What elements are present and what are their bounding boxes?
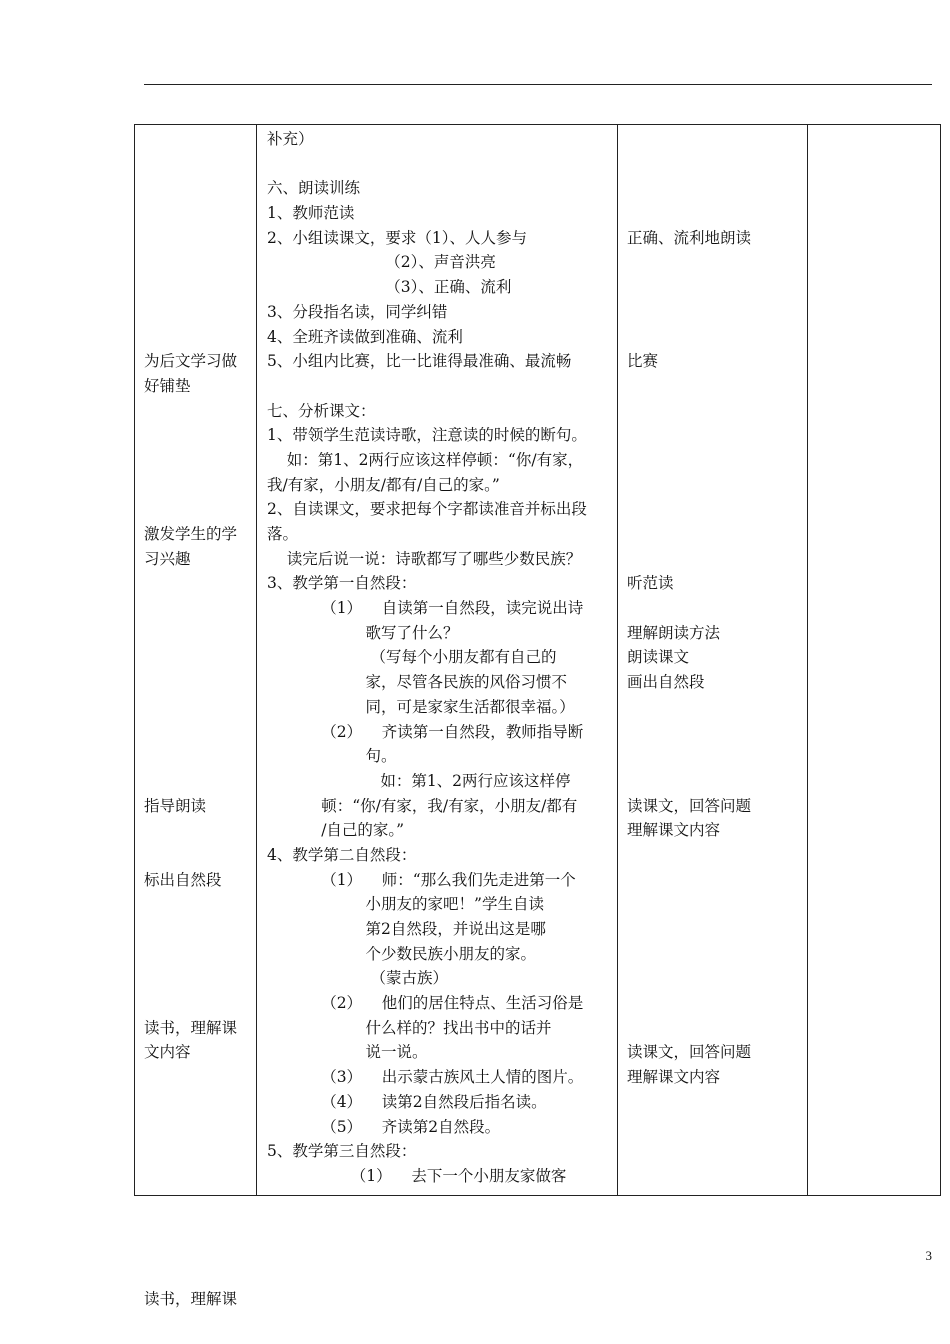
text-line <box>144 720 237 745</box>
text-line <box>627 966 751 991</box>
text-line: 指导朗读 <box>144 796 207 815</box>
text-line: 2、自读课文，要求把每个字都读准音并标出段 <box>267 500 587 519</box>
teaching-process-column <box>267 127 587 1189</box>
text-line: 同，可是家家生活都很幸福。） <box>267 697 575 716</box>
text-line <box>144 127 237 152</box>
text-line <box>144 571 237 596</box>
text-line: 读课文，回答问题 <box>627 1043 752 1062</box>
text-line: （3）、正确、流利 <box>267 278 512 297</box>
text-line <box>144 1065 237 1090</box>
text-line: 补充） <box>267 130 314 148</box>
text-line <box>144 399 237 424</box>
text-line: 比赛 <box>627 352 659 371</box>
text-line: 为后文学习做 <box>144 352 238 371</box>
text-line: （1） 去下一个小朋友家做客 <box>267 1166 567 1185</box>
text-line <box>627 868 751 893</box>
text-line: 什么样的？找出书中的话并 <box>267 1018 552 1037</box>
text-line: （2）、声音洪亮 <box>267 253 496 272</box>
text-line: 4、教学第二自然段： <box>267 845 417 864</box>
text-line <box>627 473 751 498</box>
text-line <box>144 201 237 226</box>
text-line: 1、教师范读 <box>267 204 355 223</box>
text-line <box>627 596 751 621</box>
text-line <box>627 176 751 201</box>
text-line: 5、教学第三自然段： <box>267 1142 417 1161</box>
text-line: 理解课文内容 <box>627 821 721 840</box>
text-line: 顿：“你/有家，我/有家，小朋友/都有 <box>267 796 578 815</box>
text-line <box>144 596 237 621</box>
text-line: 文内容 <box>144 1043 191 1062</box>
column-divider <box>807 125 808 1195</box>
text-line <box>627 892 751 917</box>
text-line <box>144 892 237 917</box>
column-divider <box>256 125 257 1195</box>
student-activity-column <box>627 127 751 1090</box>
text-line <box>627 695 751 720</box>
text-line <box>144 176 237 201</box>
text-line <box>627 744 751 769</box>
text-line <box>627 275 751 300</box>
text-line: 听范读 <box>627 574 674 593</box>
text-line: 小朋友的家吧！”学生自读 <box>267 895 544 914</box>
text-line <box>144 670 237 695</box>
text-line <box>627 399 751 424</box>
text-line: 读完后说一说：诗歌都写了哪些少数民族？ <box>267 549 582 568</box>
text-line: 我/有家，小朋友/都有/自己的家。” <box>267 475 500 494</box>
text-line: （2） 他们的居住特点、生活习俗是 <box>267 994 584 1013</box>
text-line <box>144 325 237 350</box>
text-line <box>627 423 751 448</box>
text-line: 读书，理解课 <box>144 1290 238 1309</box>
text-line <box>627 942 751 967</box>
text-line <box>144 695 237 720</box>
text-line: 如：第1、2两行应该这样停顿：“你/有家， <box>267 450 584 469</box>
text-line: 朗读课文 <box>627 648 690 667</box>
text-line <box>627 991 751 1016</box>
text-line: 落。 <box>267 525 299 543</box>
text-line <box>144 942 237 967</box>
text-line: 六、朗读训练 <box>267 179 361 198</box>
column-divider <box>617 125 618 1195</box>
text-line: 4、全班齐读做到准确、流利 <box>267 327 463 346</box>
text-line: （写每个小朋友都有自己的 <box>267 648 557 667</box>
text-line <box>144 250 237 275</box>
text-line: 3、教学第一自然段： <box>267 574 417 593</box>
text-line <box>627 497 751 522</box>
text-line <box>627 250 751 275</box>
text-line <box>627 547 751 572</box>
page-number: 3 <box>925 1248 932 1263</box>
text-line <box>144 991 237 1016</box>
text-line <box>144 423 237 448</box>
text-line <box>144 917 237 942</box>
text-line <box>627 1016 751 1041</box>
text-line: 读课文，回答问题 <box>627 796 752 815</box>
text-line: 第2自然段，并说出这是哪 <box>267 920 546 938</box>
text-line <box>627 374 751 399</box>
text-line <box>627 300 751 325</box>
text-line <box>144 1263 237 1288</box>
lesson-plan-table <box>134 124 941 1309</box>
text-line <box>144 1189 237 1214</box>
text-line <box>144 473 237 498</box>
text-line: 2、小组读课文，要求（1）、人人参与 <box>267 228 527 247</box>
text-line <box>627 917 751 942</box>
text-line: 1、带领学生范读诗歌，注意读的时候的断句。 <box>267 426 587 445</box>
text-line: （4） 读第2自然段后指名读。 <box>267 1092 547 1111</box>
text-line: （1） 师：“那么我们先走进第一个 <box>267 870 576 889</box>
text-line <box>144 226 237 251</box>
text-line <box>627 201 751 226</box>
text-line: （3） 出示蒙古族风土人情的图片。 <box>267 1068 584 1087</box>
header-rule <box>144 84 932 85</box>
text-line <box>144 769 237 794</box>
text-line: 歌写了什么？ <box>267 623 459 642</box>
text-line <box>144 152 237 177</box>
text-line <box>627 448 751 473</box>
text-line <box>627 325 751 350</box>
text-line <box>144 448 237 473</box>
text-line <box>144 497 237 522</box>
text-line: 读书，理解课 <box>144 1018 238 1037</box>
text-line <box>144 1115 237 1140</box>
text-line: （蒙古族） <box>267 969 448 988</box>
text-line <box>144 300 237 325</box>
text-line <box>267 374 587 399</box>
text-line <box>144 621 237 646</box>
text-line: 如：第1、2两行应该这样停 <box>267 771 571 790</box>
text-line <box>627 127 751 152</box>
text-line: 5、小组内比赛，比一比谁得最准确、最流畅 <box>267 352 572 371</box>
text-line: 习兴趣 <box>144 549 191 568</box>
text-line: 说一说。 <box>267 1043 428 1062</box>
text-line <box>627 843 751 868</box>
text-line <box>267 152 587 177</box>
text-line <box>144 1213 237 1238</box>
text-line: 七、分析课文： <box>267 401 376 420</box>
text-line: 句。 <box>267 747 397 766</box>
text-line: 家，尽管各民族的风俗习惯不 <box>267 673 568 692</box>
text-line <box>627 769 751 794</box>
text-line <box>144 843 237 868</box>
design-intent-column <box>144 127 237 1312</box>
text-line: （5） 齐读第2自然段。 <box>267 1117 501 1136</box>
text-line <box>144 1090 237 1115</box>
text-line: 理解课文内容 <box>627 1068 721 1087</box>
text-line <box>144 645 237 670</box>
text-line <box>144 966 237 991</box>
text-line: 3、分段指名读，同学纠错 <box>267 302 448 321</box>
text-line <box>144 1238 237 1263</box>
text-line <box>144 275 237 300</box>
text-line: 好铺垫 <box>144 376 191 395</box>
text-line <box>144 1139 237 1164</box>
text-line: （2） 齐读第一自然段，教师指导断 <box>267 722 584 741</box>
text-line <box>144 818 237 843</box>
text-line <box>144 1164 237 1189</box>
text-line: 理解朗读方法 <box>627 623 721 642</box>
text-line <box>627 720 751 745</box>
text-line: 画出自然段 <box>627 673 705 692</box>
text-line: （1） 自读第一自然段，读完说出诗 <box>267 599 584 618</box>
text-line: 个少数民族小朋友的家。 <box>267 944 537 963</box>
text-line <box>144 744 237 769</box>
text-line <box>627 152 751 177</box>
text-line: 正确、流利地朗读 <box>627 228 752 247</box>
text-line: 标出自然段 <box>144 870 222 889</box>
text-line <box>627 522 751 547</box>
text-line: 激发学生的学 <box>144 525 238 543</box>
text-line: /自己的家。” <box>267 821 405 840</box>
